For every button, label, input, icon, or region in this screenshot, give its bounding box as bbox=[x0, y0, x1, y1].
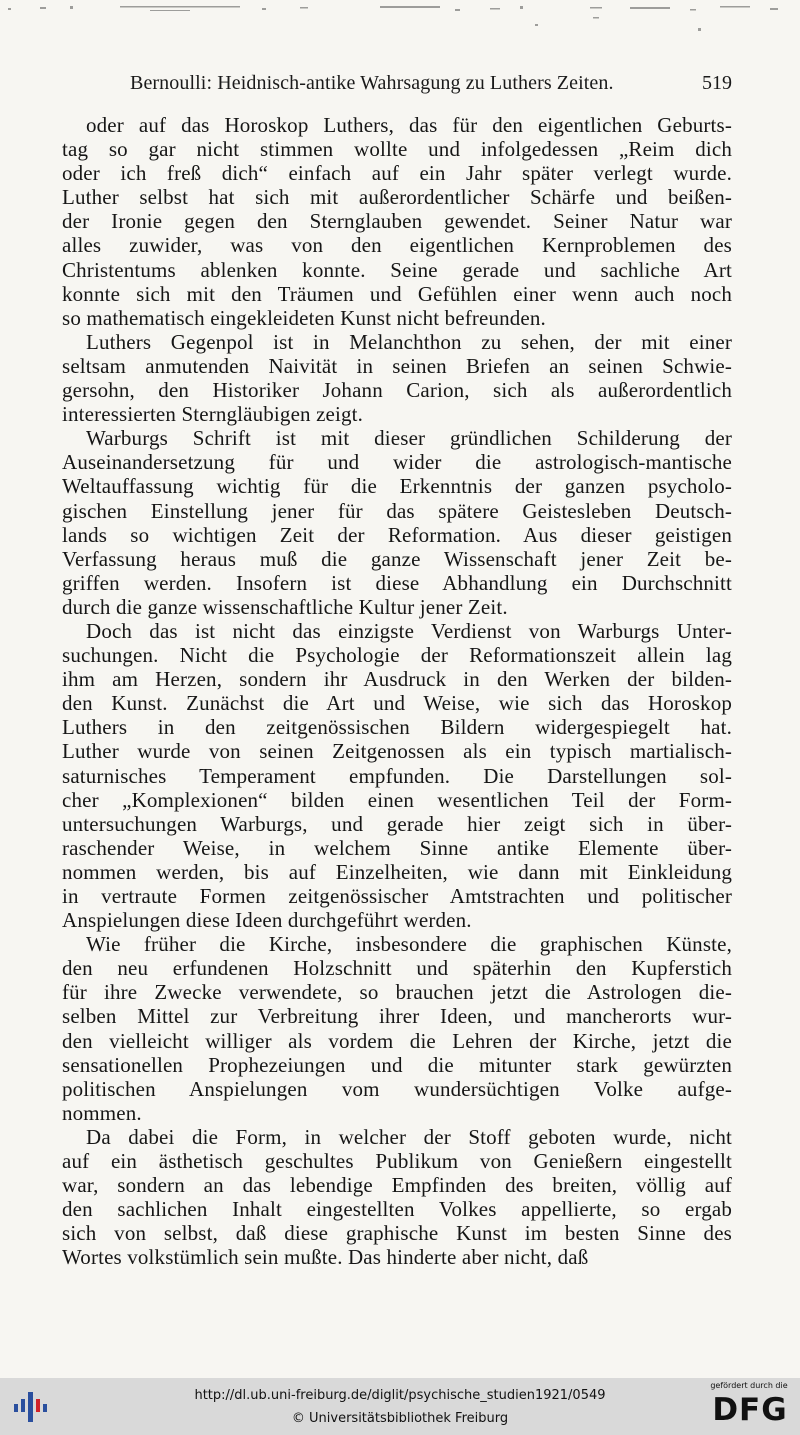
text-line: griffen werden. Insofern ist diese Abhandlung ein Durchschnitt bbox=[62, 570, 732, 595]
text-line: Auseinandersetzung für und wider die astrologisch-mantische bbox=[62, 450, 732, 475]
running-head bbox=[62, 70, 732, 100]
text-line: ihm am Herzen, sondern ihr Ausdruck in den Werken der bilden- bbox=[62, 667, 732, 692]
text-line: Luther wurde von seinen Zeitgenossen als ein typisch martialisch- bbox=[62, 739, 732, 764]
footer-bar bbox=[0, 1378, 800, 1435]
text-line: politischen Anspielungen vom wundersüchtigen Volke aufge- bbox=[62, 1076, 732, 1101]
paragraph bbox=[62, 1125, 732, 1270]
paragraph bbox=[62, 426, 732, 619]
text-line: Luthers in den zeitgenössischen Bildern widergespiegelt hat. bbox=[62, 715, 732, 740]
source-url-link[interactable]: http://dl.ub.uni-freiburg.de/diglit/psychische_studien1921/0549 bbox=[194, 1388, 606, 1403]
text-line: gersohn, den Historiker Johann Carion, sich als außerordentlich bbox=[62, 378, 732, 403]
text-line: den vielleicht williger als vordem die Lehren der Kirche, jetzt die bbox=[62, 1028, 732, 1053]
text-line: Doch das ist nicht das einzigste Verdienst von Warburgs Unter- bbox=[86, 618, 732, 643]
dfg-logo bbox=[704, 1381, 794, 1433]
text-line: Wortes volkstümlich sein mußte. Das hinderte aber nicht, daß bbox=[62, 1245, 589, 1270]
text-line: tag so gar nicht stimmen wollte und infolgedessen „Reim dich bbox=[62, 137, 732, 162]
text-line: auf ein ästhetisch geschultes Publikum von Genießern eingestellt bbox=[62, 1149, 732, 1174]
text-line: konnte sich mit den Träumen und Gefühlen einer wenn auch noch bbox=[62, 281, 732, 306]
page-number: 519 bbox=[702, 72, 732, 94]
text-line: den neu erfundenen Holzschnitt und späterhin den Kupferstich bbox=[62, 956, 732, 981]
dfg-logo-text: DFG bbox=[712, 1392, 788, 1428]
scan-edge-noise bbox=[0, 0, 800, 40]
text-line: Luthers Gegenpol ist in Melanchthon zu sehen, der mit einer bbox=[86, 329, 732, 354]
paragraph bbox=[62, 619, 732, 932]
text-line: Wie früher die Kirche, insbesondere die graphischen Künste, bbox=[86, 932, 732, 957]
text-line: für ihre Zwecke verwendete, so brauchen jetzt die Astrologen die- bbox=[62, 980, 732, 1005]
paragraph bbox=[62, 932, 732, 1125]
text-line: den sachlichen Inhalt eingestellten Volkes appellierte, so ergab bbox=[62, 1197, 732, 1222]
text-line: nommen. bbox=[62, 1100, 142, 1125]
text-line: untersuchungen Warburgs, und gerade hier zeigt sich in über- bbox=[62, 811, 732, 836]
text-line: nommen werden, bis auf Einzelheiten, wie dann mit Einkleidung bbox=[62, 859, 732, 884]
text-line: sensationellen Prophezeiungen und die mitunter stark gewürzten bbox=[62, 1052, 732, 1077]
text-line: Weltauffassung wichtig für die Erkenntnis der ganzen psycholo- bbox=[62, 474, 732, 499]
text-line: Anspielungen diese Ideen durchgeführt werden. bbox=[62, 908, 472, 933]
copyright-notice: © Universitätsbibliothek Freiburg bbox=[291, 1411, 509, 1426]
text-line: cher „Komplexionen“ bilden einen wesentlichen Teil der Form- bbox=[62, 787, 732, 812]
text-line: so mathematisch eingekleideten Kunst nicht befreunden. bbox=[62, 305, 546, 330]
running-head-title: Bernoulli: Heidnisch-antike Wahrsagung zu Luthers Zeiten. bbox=[130, 72, 614, 94]
text-line: alles zuwider, was von den eigentlichen Kernproblemen des bbox=[62, 233, 732, 258]
paragraph bbox=[62, 113, 732, 330]
text-line: war, sondern an das lebendige Empfinden des breiten, völlig auf bbox=[62, 1173, 732, 1198]
body-text bbox=[62, 113, 732, 1270]
text-line: Warburgs Schrift ist mit dieser gründlichen Schilderung der bbox=[86, 426, 732, 451]
text-line: selben Mittel zur Verbreitung ihrer Ideen, und mancherorts wur- bbox=[62, 1004, 732, 1029]
text-line: suchungen. Nicht die Psychologie der Reformationszeit allein lag bbox=[62, 643, 732, 668]
text-line: den Kunst. Zunächst die Art und Weise, wie sich das Horoskop bbox=[62, 691, 732, 716]
text-line: sich von selbst, daß diese graphische Kunst im besten Sinne des bbox=[62, 1221, 732, 1246]
text-line: seltsam anmutenden Naivität in seinen Briefen an seinen Schwie- bbox=[62, 353, 732, 378]
text-line: saturnisches Temperament empfunden. Die Darstellungen sol- bbox=[62, 763, 732, 788]
text-line: oder auf das Horoskop Luthers, das für den eigentlichen Geburts- bbox=[86, 113, 732, 137]
text-line: oder ich freß dich“ einfach auf ein Jahr später verlegt wurde. bbox=[62, 161, 732, 186]
dfg-caption: gefördert durch die bbox=[710, 1381, 788, 1390]
text-line: durch die ganze wissenschaftliche Kultur jener Zeit. bbox=[62, 594, 508, 619]
paragraph bbox=[62, 330, 732, 426]
text-line: Verfassung heraus muß die ganze Wissenschaft jener Zeit be- bbox=[62, 546, 732, 571]
text-line: interessierten Sterngläubigen zeigt. bbox=[62, 402, 364, 427]
text-line: Luther selbst hat sich mit außerordentlicher Schärfe und beißen- bbox=[62, 185, 732, 210]
text-line: in vertraute Formen zeitgenössischer Amtstrachten und politischer bbox=[62, 884, 732, 908]
text-line: der Ironie gegen den Sternglauben gewendet. Seiner Natur war bbox=[62, 209, 732, 234]
text-line: Christentums ablenken konnte. Seine gerade und sachliche Art bbox=[62, 257, 732, 282]
text-line: lands so wichtigen Zeit der Reformation. Aus dieser geistigen bbox=[62, 522, 732, 547]
text-line: gischen Einstellung jener für das spätere Geistesleben Deutsch- bbox=[62, 498, 732, 523]
text-line: Da dabei die Form, in welcher der Stoff geboten wurde, nicht bbox=[86, 1124, 732, 1149]
text-line: raschender Weise, in welchem Sinne antike Elemente über- bbox=[62, 835, 732, 860]
